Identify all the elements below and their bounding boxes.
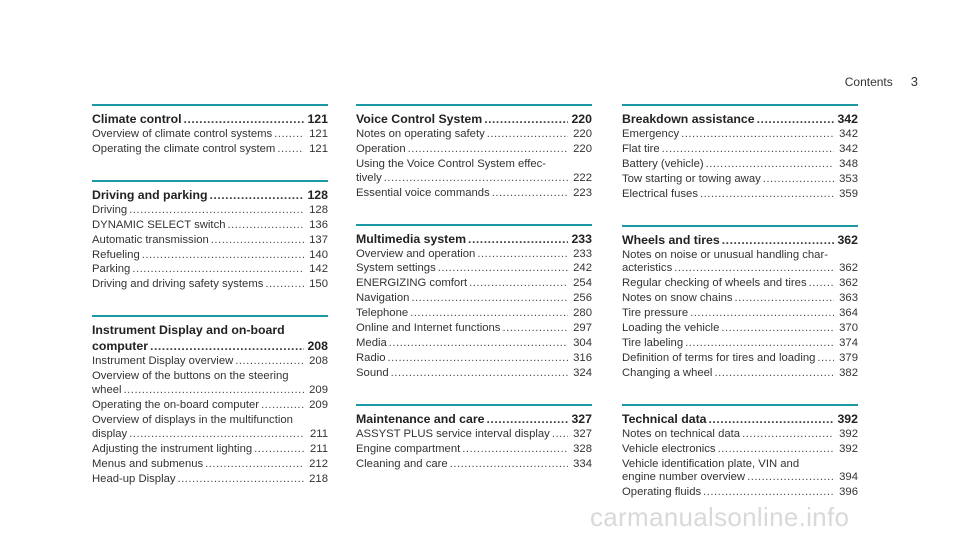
entry-label: display: [92, 427, 128, 440]
entry-label-line: Overview of the buttons on the steering: [92, 370, 289, 383]
entry-page: 280: [573, 307, 592, 320]
entry-page: 140: [309, 248, 328, 261]
entry-label: Electrical fuses: [622, 187, 698, 200]
entry-label: Sound: [356, 366, 389, 379]
entry-label: DYNAMIC SELECT switch: [92, 218, 226, 231]
entry-label: Vehicle electronics: [622, 442, 716, 455]
entry-page: 394: [839, 471, 858, 484]
entry-label: Media: [356, 336, 387, 349]
entry-page: 379: [839, 351, 858, 364]
entry-label: Adjusting the instrument lighting: [92, 442, 253, 455]
entry-label: engine number overview: [622, 471, 746, 484]
section-title: Climate control: [92, 112, 182, 126]
section-title: Multimedia system: [356, 231, 467, 246]
entry-label: Driving: [92, 203, 128, 216]
toc-entry[interactable]: [622, 262, 858, 276]
toc-entry[interactable]: [622, 277, 858, 291]
entry-label: Head-up Display: [92, 472, 176, 485]
toc-entry[interactable]: [92, 278, 328, 292]
entry-page: 328: [573, 442, 592, 455]
header-page-number: 3: [910, 74, 918, 89]
toc-section: [622, 104, 858, 202]
entry-page: 209: [309, 384, 328, 397]
toc-entry[interactable]: [622, 352, 858, 366]
entry-page: 121: [309, 128, 328, 140]
section-title-row[interactable]: [92, 338, 328, 354]
entry-page: 209: [309, 398, 328, 411]
section-page: 208: [307, 339, 328, 354]
section-title-row[interactable]: [622, 232, 858, 248]
entry-page: 327: [573, 427, 592, 440]
toc-entry[interactable]: [622, 443, 858, 457]
toc-entry[interactable]: [622, 322, 858, 336]
toc-entry[interactable]: [622, 128, 858, 142]
toc-entry[interactable]: [92, 143, 328, 157]
toc-entry[interactable]: [356, 128, 592, 142]
toc-entry[interactable]: [622, 292, 858, 306]
entry-label-line: Overview of displays in the multifunction: [92, 413, 293, 426]
entry-label: Menus and submenus: [92, 457, 204, 470]
toc-entry[interactable]: [356, 322, 592, 336]
entry-page: 128: [309, 203, 328, 216]
toc-entry[interactable]: [92, 263, 328, 277]
entry-page: 233: [573, 247, 592, 260]
entry-label: System settings: [356, 262, 436, 275]
entry-label: Notes on snow chains: [622, 292, 733, 305]
entry-page: 382: [839, 366, 858, 379]
entry-label: Navigation: [356, 292, 410, 305]
entry-page: 370: [839, 322, 858, 335]
toc-entry[interactable]: [92, 443, 328, 457]
entry-label: ASSYST PLUS service interval display: [356, 427, 550, 440]
entry-page: 363: [839, 292, 858, 305]
toc-section: [92, 104, 328, 157]
entry-page: 242: [573, 262, 592, 275]
entry-page: 142: [309, 263, 328, 276]
entry-label: Overview and operation: [356, 247, 476, 260]
toc-entry[interactable]: [356, 428, 592, 442]
entry-label: Refueling: [92, 248, 140, 261]
entry-label-line: Using the Voice Control System effec-: [356, 157, 547, 170]
section-page: 220: [571, 112, 592, 126]
section-title-row[interactable]: [356, 231, 592, 247]
entry-label: Overview of climate control systems: [92, 128, 273, 140]
entry-page: 392: [839, 442, 858, 455]
toc-section: [356, 104, 592, 201]
entry-page: 222: [573, 171, 592, 184]
toc-entry[interactable]: [92, 473, 328, 487]
entry-page: 220: [573, 142, 592, 155]
section-page: 128: [307, 187, 328, 202]
watermark: carmanualsonline.info: [590, 502, 850, 532]
toc-entry[interactable]: [622, 337, 858, 351]
toc-entry[interactable]: [92, 204, 328, 218]
toc-column-2: [356, 104, 592, 471]
toc-entry[interactable]: [622, 173, 858, 187]
toc-entry[interactable]: [92, 355, 328, 369]
toc-entry[interactable]: [622, 143, 858, 157]
entry-page: 342: [839, 142, 858, 155]
section-title: Maintenance and care: [356, 411, 485, 426]
entry-label: Operating the climate control system: [92, 142, 276, 155]
section-page: 362: [837, 232, 858, 247]
entry-label: Notes on operating safety: [356, 128, 485, 140]
section-page: 233: [571, 231, 592, 246]
toc-entry[interactable]: [356, 248, 592, 262]
entry-label: Instrument Display overview: [92, 355, 234, 368]
entry-page: 212: [309, 457, 328, 470]
entry-page: 334: [573, 457, 592, 470]
toc-entry[interactable]: [356, 262, 592, 276]
section-title: Voice Control System: [356, 112, 483, 126]
toc-entry[interactable]: [356, 143, 592, 157]
entry-page: 324: [573, 366, 592, 379]
entry-label: Engine compartment: [356, 442, 461, 455]
entry-page: 211: [309, 442, 328, 455]
section-title-row[interactable]: [622, 111, 858, 127]
entry-page: 362: [839, 262, 858, 275]
toc-section: [622, 225, 858, 381]
section-title: Driving and parking: [92, 187, 208, 202]
entry-label: Loading the vehicle: [622, 322, 720, 335]
entry-page: 353: [839, 172, 858, 185]
toc-entry[interactable]: [92, 249, 328, 263]
section-title-line: Instrument Display and on-board: [92, 323, 285, 338]
entry-page: 136: [309, 218, 328, 231]
toc-entry[interactable]: [92, 128, 328, 142]
toc-entry[interactable]: [92, 399, 328, 413]
toc-entry[interactable]: [622, 307, 858, 321]
entry-page: 362: [839, 277, 858, 290]
entry-page: 211: [309, 427, 328, 440]
entry-page: 137: [309, 233, 328, 246]
entry-page: 396: [839, 486, 858, 499]
toc-entry[interactable]: [356, 187, 592, 201]
entry-label: Operation: [356, 142, 406, 155]
entry-page: 208: [309, 355, 328, 368]
entry-label-line: Vehicle identification plate, VIN and: [622, 457, 800, 470]
header-title: Contents: [844, 75, 893, 89]
section-title-row[interactable]: [356, 111, 592, 127]
entry-label: Definition of terms for tires and loading: [622, 351, 816, 364]
entry-page: 304: [573, 336, 592, 349]
section-title-row[interactable]: [92, 187, 328, 203]
entry-label: tively: [356, 171, 382, 184]
section-title-row[interactable]: [622, 411, 858, 427]
entry-label: Automatic transmission: [92, 233, 209, 246]
entry-page: 316: [573, 351, 592, 364]
entry-label: Radio: [356, 351, 386, 364]
toc-entry[interactable]: [92, 458, 328, 472]
entry-label-line: Notes on noise or unusual handling char-: [622, 248, 828, 261]
page-header: [845, 74, 918, 89]
toc-entry[interactable]: [356, 337, 592, 351]
entry-label: ENERGIZING comfort: [356, 277, 468, 290]
entry-label: Parking: [92, 263, 131, 276]
entry-label: Tire labeling: [622, 336, 684, 349]
toc-entry[interactable]: [356, 443, 592, 457]
entry-label: Battery (vehicle): [622, 157, 704, 170]
entry-page: 121: [309, 142, 328, 155]
toc-entry[interactable]: [622, 486, 858, 500]
entry-page: 254: [573, 277, 592, 290]
toc-entry[interactable]: [622, 367, 858, 381]
section-page: 121: [307, 112, 328, 126]
toc-section: [92, 180, 328, 292]
section-title-row[interactable]: [92, 111, 328, 127]
entry-label: Flat tire: [622, 142, 660, 155]
toc-entry[interactable]: [622, 158, 858, 172]
entry-label: Regular checking of wheels and tires: [622, 277, 807, 290]
toc-entry[interactable]: [356, 367, 592, 381]
entry-label: Operating the on-board computer: [92, 398, 260, 411]
section-title: Technical data: [622, 411, 707, 426]
toc-entry[interactable]: [92, 234, 328, 248]
entry-label: wheel: [92, 384, 122, 397]
entry-label: Notes on technical data: [622, 427, 741, 440]
toc-entry[interactable]: [356, 172, 592, 186]
entry-page: 374: [839, 336, 858, 349]
entry-label: Online and Internet functions: [356, 322, 501, 335]
entry-page: 150: [309, 278, 328, 291]
entry-page: 348: [839, 157, 858, 170]
toc-entry[interactable]: [356, 458, 592, 472]
entry-page: 256: [573, 292, 592, 305]
toc-entry[interactable]: [622, 428, 858, 442]
toc-entry[interactable]: [356, 352, 592, 366]
entry-page: 297: [573, 322, 592, 335]
toc-column-3: [622, 104, 858, 500]
toc-section: [356, 224, 592, 381]
entry-label: Operating fluids: [622, 486, 702, 499]
toc-entry[interactable]: [356, 307, 592, 321]
entry-page: 342: [839, 128, 858, 140]
toc-entry[interactable]: [622, 471, 858, 485]
section-title: Wheels and tires: [622, 232, 720, 247]
section-page: 342: [837, 112, 858, 126]
toc-section: [92, 315, 328, 486]
entry-label: Essential voice commands: [356, 186, 490, 199]
entry-page: 218: [309, 472, 328, 485]
toc-column-1: [92, 104, 328, 486]
entry-label: acteristics: [622, 262, 673, 275]
entry-label: Emergency: [622, 128, 680, 140]
toc-entry[interactable]: [356, 292, 592, 306]
toc-entry[interactable]: [356, 277, 592, 291]
entry-label: Driving and driving safety systems: [92, 278, 264, 291]
toc-entry[interactable]: [622, 188, 858, 202]
entry-label: Tire pressure: [622, 307, 689, 320]
section-page: 327: [571, 411, 592, 426]
entry-page: 364: [839, 307, 858, 320]
toc-section: [356, 404, 592, 472]
entry-page: 392: [839, 427, 858, 440]
entry-label: Tow starting or towing away: [622, 172, 761, 185]
section-title: Breakdown assistance: [622, 112, 755, 126]
section-title-row[interactable]: [356, 411, 592, 427]
toc-section: [622, 404, 858, 501]
entry-label: Telephone: [356, 307, 409, 320]
section-title: computer: [92, 339, 149, 354]
entry-page: 223: [573, 186, 592, 199]
entry-page: 220: [573, 128, 592, 140]
toc-entry[interactable]: [92, 428, 328, 442]
entry-label: Changing a wheel: [622, 366, 713, 379]
section-page: 392: [837, 411, 858, 426]
entry-page: 359: [839, 187, 858, 200]
toc-entry[interactable]: [92, 219, 328, 233]
toc-entry[interactable]: [92, 384, 328, 398]
entry-label: Cleaning and care: [356, 457, 448, 470]
